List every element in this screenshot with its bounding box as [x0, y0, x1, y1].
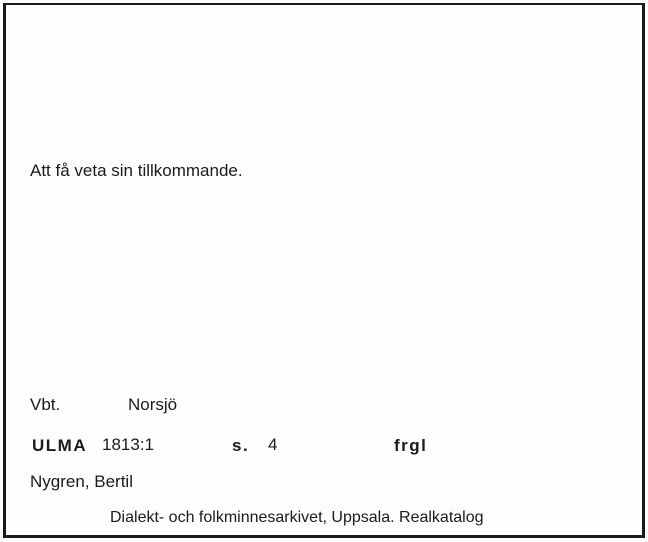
- category-code: frgl: [394, 436, 428, 455]
- catalog-card: [3, 3, 645, 538]
- archive-footer: Dialekt- och folkminnesarkivet, Uppsala. Realkatalog: [110, 509, 484, 526]
- parish-name: Norsjö: [128, 395, 178, 414]
- page-label: s.: [232, 436, 250, 455]
- card-title: Att få veta sin tillkommande.: [30, 161, 243, 180]
- region-abbrev: Vbt.: [30, 395, 61, 414]
- record-number: 1813:1: [102, 435, 154, 454]
- page-number: 4: [268, 435, 278, 454]
- collector-name: Nygren, Bertil: [30, 472, 133, 491]
- archive-code: ULMA: [32, 436, 88, 455]
